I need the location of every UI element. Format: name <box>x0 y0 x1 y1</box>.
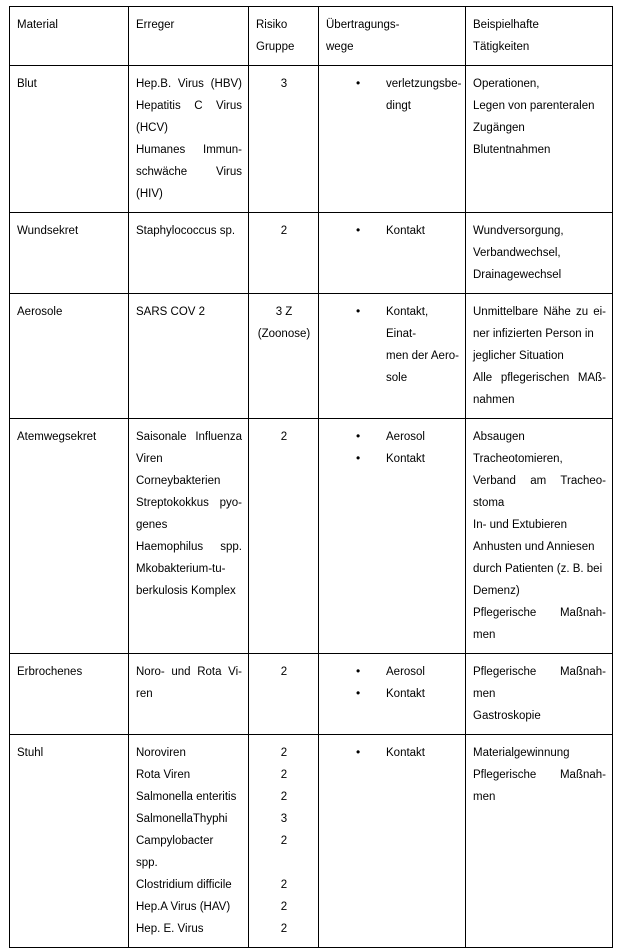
taetigkeit-line-5: In- und Extubieren <box>473 519 567 531</box>
cell-material <box>10 213 129 294</box>
erreger-name-9: Hep. E. Virus <box>136 923 204 935</box>
column-header-erreger-line-1: Erreger <box>136 19 175 31</box>
risikogruppe-list <box>256 742 312 940</box>
column-header-material <box>10 7 129 66</box>
table-body <box>10 66 613 948</box>
taetigkeit-line-9: Pflegerische Maßnah- <box>473 607 606 619</box>
cell-risikogruppe <box>249 654 319 735</box>
cell-beispielhafte-taetigkeiten <box>466 419 613 654</box>
taetigkeit-line-1: Unmittelbare Nähe zu ei- <box>473 306 606 318</box>
uebertragungsweg-item <box>356 73 462 117</box>
taetigkeit-line-2: Pflegerische Maßnah- <box>473 769 606 781</box>
cell-uebertragungswege <box>319 294 466 419</box>
risikogruppe-value-7: 2 <box>280 879 288 891</box>
table-row <box>10 419 613 654</box>
cell-erreger <box>129 419 249 654</box>
erreger-line-4: Streptokokkus pyo- <box>136 497 242 509</box>
column-header-uebertragungswege-line-2: wege <box>326 41 354 53</box>
column-header-beispielhafte-taetigkeiten <box>466 7 613 66</box>
taetigkeit-line-2: ner infizierten Person in <box>473 328 594 340</box>
uebertragungswege-list <box>326 742 459 764</box>
erreger-line-6: (HIV) <box>136 188 163 200</box>
material-value: Wundsekret <box>17 225 79 237</box>
cell-material <box>10 654 129 735</box>
erreger-list <box>136 742 242 940</box>
material-value: Stuhl <box>17 747 44 759</box>
erreger-line-4: Humanes Immun- <box>136 144 242 156</box>
uebertragungswege-list <box>326 426 459 470</box>
taetigkeit-line-5: nahmen <box>473 394 515 406</box>
table-row <box>10 735 613 948</box>
uebertragungsweg-item <box>356 742 459 764</box>
cell-beispielhafte-taetigkeiten <box>466 213 613 294</box>
erreger-name-3: Salmonella enteritis <box>136 791 237 803</box>
uebertragungsweg-1-line-2: dingt <box>386 100 411 112</box>
erreger-line-1: Noro- und Rota Vi- <box>136 666 242 678</box>
cell-risikogruppe <box>249 66 319 213</box>
uebertragungsweg-item <box>356 448 459 470</box>
taetigkeit-line-1: Materialgewinnung <box>473 747 570 759</box>
erreger-line-1: Staphylococcus sp. <box>136 225 236 237</box>
cell-uebertragungswege <box>319 735 466 948</box>
risikogruppe-value-8: 2 <box>280 901 288 913</box>
cell-material <box>10 419 129 654</box>
column-header-uebertragungswege <box>319 7 466 66</box>
risikogruppe-value-3: 2 <box>280 791 288 803</box>
erreger-line-2: Viren <box>136 453 163 465</box>
taetigkeit-line-3: men <box>473 791 496 803</box>
erreger-name-7: Clostridium difficile <box>136 879 232 891</box>
risikogruppe-line-2: (Zoonose) <box>257 328 311 340</box>
risikogruppe-value-1: 2 <box>280 747 288 759</box>
risikogruppe-line-1: 2 <box>280 225 288 237</box>
cell-material <box>10 66 129 213</box>
taetigkeit-line-4: Alle pflegerischen MAß- <box>473 372 606 384</box>
erreger-line-6: Haemophilus spp. <box>136 541 242 553</box>
column-header-risiko-line-2: Gruppe <box>256 41 295 53</box>
cell-erreger <box>129 66 249 213</box>
cell-uebertragungswege <box>319 66 466 213</box>
risikogruppe-line-1: 2 <box>280 666 288 678</box>
uebertragungsweg-1-line-1: • Kontakt, Einat- <box>386 306 429 340</box>
cell-uebertragungswege <box>319 419 466 654</box>
uebertragungswege-list <box>326 220 459 242</box>
erreger-name-2: Rota Viren <box>136 769 191 781</box>
cell-risikogruppe <box>249 419 319 654</box>
cell-risikogruppe <box>249 735 319 948</box>
cell-erreger <box>129 735 249 948</box>
uebertragungswege-list <box>326 73 462 117</box>
uebertragungsweg-1-line-1: • Aerosol <box>386 431 425 443</box>
uebertragungsweg-1-line-3: sole <box>386 372 408 384</box>
material-value: Erbrochenes <box>17 666 83 678</box>
cell-beispielhafte-taetigkeiten <box>466 654 613 735</box>
erreger-line-3: Corneybakterien <box>136 475 221 487</box>
column-header-taetigkeiten-line-1: Beispielhafte <box>473 19 539 31</box>
cell-erreger <box>129 294 249 419</box>
taetigkeit-line-2: men <box>473 688 496 700</box>
taetigkeit-line-10: men <box>473 629 496 641</box>
uebertragungsweg-item <box>356 683 459 705</box>
erreger-line-5: schwäche Virus <box>136 166 242 178</box>
taetigkeit-line-2: Tracheotomieren, <box>473 453 563 465</box>
taetigkeit-line-3: Gastroskopie <box>473 710 541 722</box>
cell-erreger <box>129 213 249 294</box>
risikogruppe-value-6 <box>256 852 312 874</box>
uebertragungsweg-1-line-1: • Kontakt <box>386 747 425 759</box>
table-header <box>10 7 613 66</box>
cell-risikogruppe <box>249 213 319 294</box>
taetigkeit-line-8: Demenz) <box>473 585 520 597</box>
taetigkeit-line-7: durch Patienten (z. B. bei <box>473 563 603 575</box>
cell-beispielhafte-taetigkeiten <box>466 66 613 213</box>
taetigkeit-line-1: Pflegerische Maßnah- <box>473 666 606 678</box>
erreger-line-8: berkulosis Komplex <box>136 585 236 597</box>
column-header-risiko-gruppe <box>249 7 319 66</box>
cell-material <box>10 735 129 948</box>
risikogruppe-line-1: 3 Z <box>275 306 293 318</box>
cell-risikogruppe <box>249 294 319 419</box>
uebertragungsweg-item <box>356 426 459 448</box>
taetigkeit-line-3: jeglicher Situation <box>473 350 564 362</box>
erreger-line-5: genes <box>136 519 168 531</box>
erreger-name-4: SalmonellaThyphi <box>136 813 228 825</box>
material-value: Blut <box>17 78 37 90</box>
cell-beispielhafte-taetigkeiten <box>466 735 613 948</box>
cell-material <box>10 294 129 419</box>
uebertragungsweg-item <box>356 220 459 242</box>
erreger-name-5: Campylobacter <box>136 835 214 847</box>
material-value: Aerosole <box>17 306 63 318</box>
taetigkeit-line-1: Wundversorgung, <box>473 225 564 237</box>
erreger-line-1: Saisonale Influenza <box>136 431 242 443</box>
erreger-name-6: spp. <box>136 857 158 869</box>
uebertragungswege-list <box>326 301 459 389</box>
table-row <box>10 66 613 213</box>
erreger-line-1: SARS COV 2 <box>136 306 206 318</box>
taetigkeit-line-6: Anhusten und Anniesen <box>473 541 595 553</box>
column-header-erreger <box>129 7 249 66</box>
uebertragungsweg-item <box>356 661 459 683</box>
cell-beispielhafte-taetigkeiten <box>466 294 613 419</box>
taetigkeit-line-2: Legen von parenteralen <box>473 100 595 112</box>
uebertragungsweg-1-line-1: • Kontakt <box>386 225 425 237</box>
uebertragungsweg-1-line-1: • verletzungsbe- <box>386 78 462 90</box>
taetigkeit-line-3: Zugängen <box>473 122 525 134</box>
erreger-line-2: Hepatitis C Virus <box>136 100 242 112</box>
erreger-line-7: Mkobakterium-tu- <box>136 563 226 575</box>
cell-erreger <box>129 654 249 735</box>
risikogruppe-value-4: 3 <box>280 813 288 825</box>
taetigkeit-line-3: Verband am Tracheo- <box>473 475 606 487</box>
uebertragungsweg-2-line-1: • Kontakt <box>386 453 425 465</box>
taetigkeit-line-1: Operationen, <box>473 78 540 90</box>
column-header-uebertragungswege-line-1: Übertragungs- <box>326 19 400 31</box>
erreger-name-1: Noroviren <box>136 747 186 759</box>
column-header-taetigkeiten-line-2: Tätigkeiten <box>473 41 530 53</box>
uebertragungsweg-1-line-2: men der Aero- <box>386 350 459 362</box>
erreger-name-8: Hep.A Virus (HAV) <box>136 901 231 913</box>
cell-uebertragungswege <box>319 213 466 294</box>
uebertragungsweg-item <box>356 301 459 389</box>
material-value: Atemwegsekret <box>17 431 97 443</box>
uebertragungswege-list <box>326 661 459 705</box>
taetigkeit-line-2: Verbandwechsel, <box>473 247 561 259</box>
risikogruppe-value-9: 2 <box>280 923 288 935</box>
risikogruppe-value-2: 2 <box>280 769 288 781</box>
cell-uebertragungswege <box>319 654 466 735</box>
taetigkeit-line-3: Drainagewechsel <box>473 269 562 281</box>
erreger-line-2: ren <box>136 688 153 700</box>
risikogruppe-line-1: 3 <box>280 78 288 90</box>
uebertragungsweg-2-line-1: • Kontakt <box>386 688 425 700</box>
column-header-risiko-line-1: Risiko <box>256 19 288 31</box>
table-row <box>10 213 613 294</box>
taetigkeit-line-4: Blutentnahmen <box>473 144 551 156</box>
taetigkeit-line-4: stoma <box>473 497 505 509</box>
column-header-material-line-1: Material <box>17 19 58 31</box>
table-header-row <box>10 7 613 66</box>
erreger-line-3: (HCV) <box>136 122 168 134</box>
risikogruppe-value-5: 2 <box>280 835 288 847</box>
erreger-line-1: Hep.B. Virus (HBV) <box>136 78 242 90</box>
risikogruppe-line-1: 2 <box>280 431 288 443</box>
risk-group-table <box>9 6 613 948</box>
uebertragungsweg-1-line-1: • Aerosol <box>386 666 425 678</box>
taetigkeit-line-1: Absaugen <box>473 431 525 443</box>
table-row <box>10 654 613 735</box>
table-row <box>10 294 613 419</box>
